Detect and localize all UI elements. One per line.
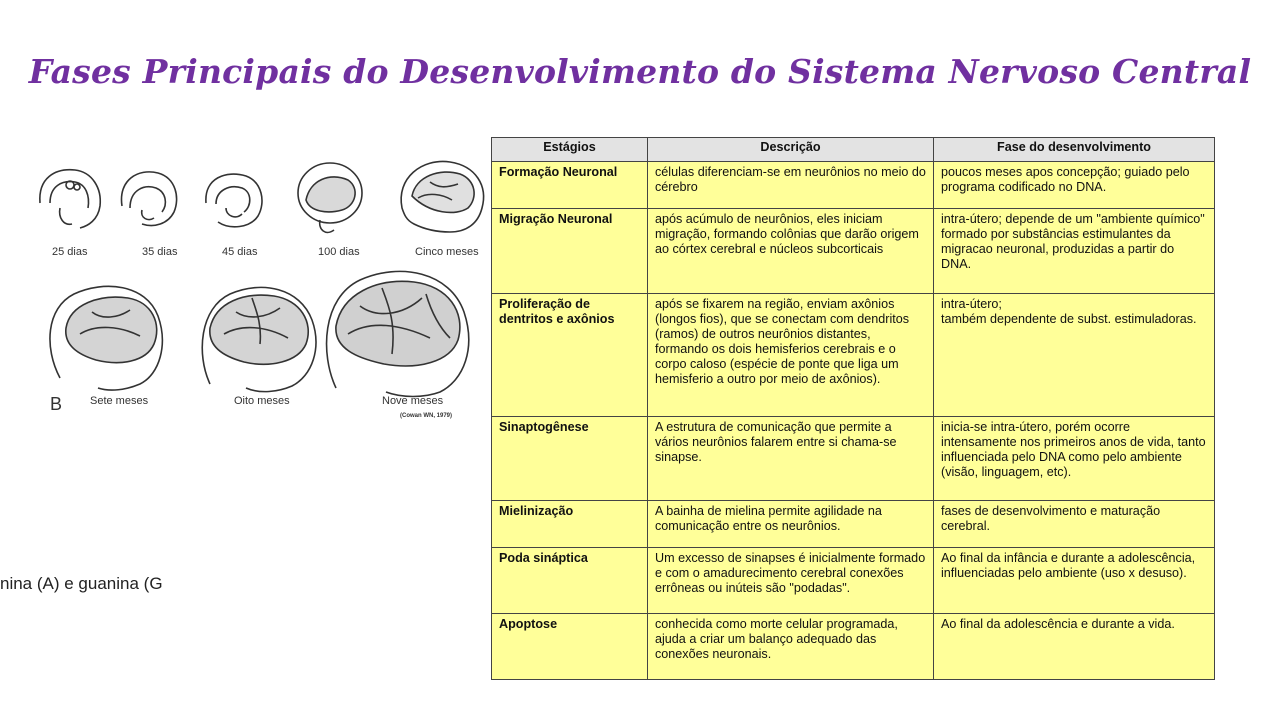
figure-label-five-months: Cinco meses: [415, 246, 479, 258]
column-header-phase: Fase do desenvolvimento: [934, 138, 1215, 162]
description-cell: Um excesso de sinapses é inicialmente formado e com o amadurecimento cerebral conexões errôneas ou inúteis são "podadas".: [648, 548, 934, 614]
fetus-100-days-drawing: [298, 163, 362, 232]
stage-cell: Migração Neuronal: [492, 208, 648, 293]
phase-cell: intra-útero; depende de um "ambiente químico" formado por substâncias estimulantes da migracao neuronal, produzidas a partir do DNA.: [934, 208, 1215, 293]
description-cell: conhecida como morte celular programada, ajuda a criar um balanço adequado das conexões neuronais.: [648, 614, 934, 680]
description-cell: células diferenciam-se em neurônios no meio do cérebro: [648, 162, 934, 209]
table-row: [492, 501, 1215, 548]
fetus-seven-months-drawing: [50, 286, 162, 390]
phase-cell: poucos meses apos concepção; guiado pelo programa codificado no DNA.: [934, 162, 1215, 209]
table-row: [492, 162, 1215, 209]
stage-cell: Mielinização: [492, 501, 648, 548]
truncated-text-fragment: nina (A) e guanina (G: [0, 574, 163, 593]
description-cell: A estrutura de comunicação que permite a vários neurônios falarem entre si chama-se sinapse.: [648, 416, 934, 501]
phase-cell: intra-útero; também dependente de subst. estimuladoras.: [934, 293, 1215, 416]
brain-development-figure: [30, 148, 490, 438]
stage-cell: Formação Neuronal: [492, 162, 648, 209]
embryo-35-days-drawing: [121, 172, 176, 226]
description-cell: A bainha de mielina permite agilidade na comunicação entre os neurônios.: [648, 501, 934, 548]
stage-cell: Sinaptogênese: [492, 416, 648, 501]
fetus-five-months-drawing: [401, 161, 483, 232]
stage-cell: Apoptose: [492, 614, 648, 680]
stage-cell: Poda sináptica: [492, 548, 648, 614]
phase-cell: Ao final da infância e durante a adolescência, influenciadas pelo ambiente (uso x desuso).: [934, 548, 1215, 614]
figure-panel-letter: B: [50, 394, 63, 414]
fetus-nine-months-drawing: [327, 271, 469, 396]
figure-label-25-days: 25 dias: [52, 246, 88, 258]
description-cell: após se fixarem na região, enviam axônios (longos fios), que se conectam com dendritos (ramos) de outros neurônios distantes, formando os dois hemisferios cerebrais e o corpo caloso (espécie de ponte que liga um hemisferio a outro por meio de axônios).: [648, 293, 934, 416]
slide-title: Fases Principais do Desenvolvimento do Sistema Nervoso Central: [28, 52, 1252, 91]
stage-cell: Proliferação de dentritos e axônios: [492, 293, 648, 416]
embryo-25-days-drawing: [40, 170, 100, 228]
figure-label-eight-months: Oito meses: [234, 395, 290, 407]
figure-credit: (Cowan WN, 1979): [400, 413, 453, 419]
table-row: [492, 293, 1215, 416]
column-header-description: Descrição: [648, 138, 934, 162]
figure-label-35-days: 35 dias: [142, 246, 178, 258]
description-cell: após acúmulo de neurônios, eles iniciam migração, formando colônias que darão origem ao córtex cerebral e núcleos subcorticais: [648, 208, 934, 293]
figure-label-45-days: 45 dias: [222, 246, 258, 258]
figure-label-100-days: 100 dias: [318, 246, 360, 258]
fetus-eight-months-drawing: [202, 287, 316, 391]
figure-label-nine-months: Nove meses: [382, 395, 444, 407]
table-row: [492, 416, 1215, 501]
table-row: [492, 614, 1215, 680]
phase-cell: Ao final da adolescência e durante a vida.: [934, 614, 1215, 680]
embryo-45-days-drawing: [206, 174, 262, 227]
phase-cell: inicia-se intra-útero, porém ocorre intensamente nos primeiros anos de vida, tanto influenciada pelo DNA como pelo ambiente (visão, linguagem, etc).: [934, 416, 1215, 501]
figure-label-seven-months: Sete meses: [90, 395, 149, 407]
table-header-row: [492, 138, 1215, 162]
table-row: [492, 208, 1215, 293]
column-header-stages: Estágios: [492, 138, 648, 162]
phase-cell: fases de desenvolvimento e maturação cerebral.: [934, 501, 1215, 548]
table-row: [492, 548, 1215, 614]
development-stages-table: [491, 137, 1215, 680]
